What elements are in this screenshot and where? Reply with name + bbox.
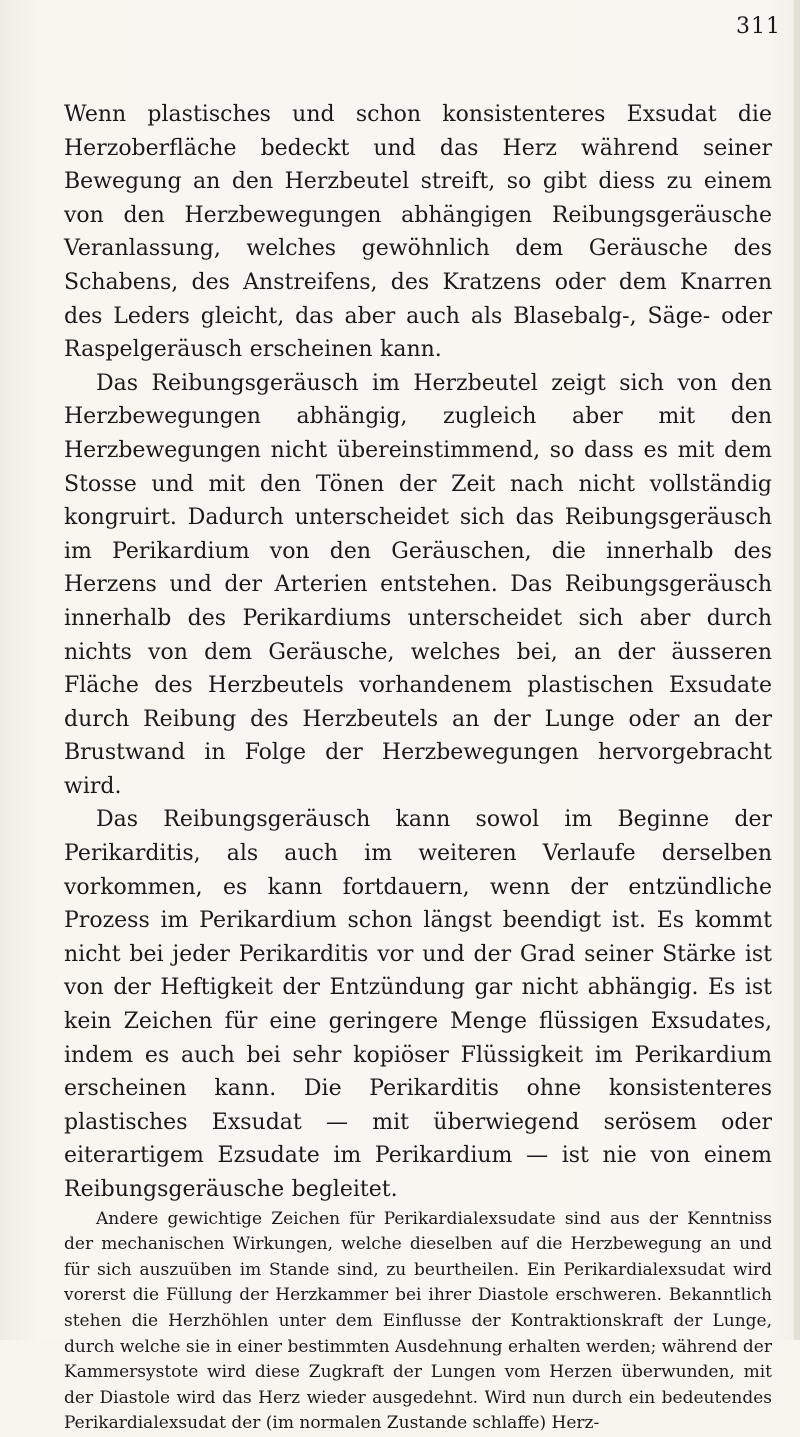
paragraph-3: Das Reibungsgeräusch kann sowol im Beginne der Perikarditis, als auch im weiteren Verlaufe derselben vorkommen, es kann fortdauern, wenn der entzündliche Prozess im Perikardium schon längst beendigt ist. Es kommt nicht bei jeder Perikarditis vor und der Grad seiner Stärke ist von der Heftigkeit der Entzündung gar nicht abhängig. Es ist kein Zeichen für eine geringere Menge flüssigen Exsudates, indem es auch bei sehr kopiöser Flüssigkeit im Perikardium erscheinen kann. Die Perikarditis ohne konsistenteres plastisches Exsudat — mit überwiegend serösem oder eiterartigem Ezsudate im Perikardium — ist nie von einem Reibungsgeräusche begleitet. — [64, 807, 772, 1202]
paragraph-small-print: Andere gewichtige Zeichen für Perikardialexsudate sind aus der Kenntniss der mechanischen Wirkungen, welche dieselben auf die Herzbewegung an und für sich auszuüben im Stande sind, zu beurtheilen. Ein Perikardialexsudat wird vorerst die Füllung der Herzkammer bei ihrer Diastole erschweren. Bekanntlich stehen die Herzhöhlen unter dem Einflusse der Kontraktionskraft der Lunge, durch welche sie in einer bestimmten Ausdehnung erhalten werden; während der Kammersystote wird diese Zugkraft der Lungen vom Herzen überwunden, mit der Diastole wird das Herz wieder ausgedehnt. Wird nun durch ein bedeutendes Perikardialexsudat der (im normalen Zustande schlaffe) Herz- — [64, 1208, 772, 1434]
body-text — [64, 98, 772, 1437]
paragraph-2: Das Reibungsgeräusch im Herzbeutel zeigt sich von den Herzbewegungen abhängig, zugleich aber mit den Herzbewegungen nicht übereinstimmend, so dass es mit dem Stosse und mit den Tönen der Zeit nach nicht vollständig kongruirt. Dadurch unterscheidet sich das Reibungsgeräusch im Perikardium von den Geräuschen, die innerhalb des Herzens und der Arterien entstehen. Das Reibungsgeräusch innerhalb des Perikardiums unterscheidet sich aber durch nichts von dem Geräusche, welches bei, an der äusseren Fläche des Herzbeutels vorhandenem plastischen Exsudate durch Reibung des Herzbeutels an der Lunge oder an der Brustwand in Folge der Herzbewegungen hervorgebracht wird. — [64, 370, 772, 799]
paragraph-1: Wenn plastisches und schon konsistenteres Exsudat die Herzoberfläche bedeckt und das Herz während seiner Bewegung an den Herzbeutel streift, so gibt diess zu einem von den Herzbewegungen abhängigen Reibungsgeräusche Veranlassung, welches gewöhnlich dem Geräusche des Schabens, des Anstreifens, des Kratzens oder dem Knarren des Leders gleicht, das aber auch als Blasebalg-, Säge- oder Raspelgeräusch erscheinen kann. — [64, 102, 772, 363]
page-edge-shadow — [794, 0, 800, 1340]
page-number: 311 — [736, 14, 781, 39]
